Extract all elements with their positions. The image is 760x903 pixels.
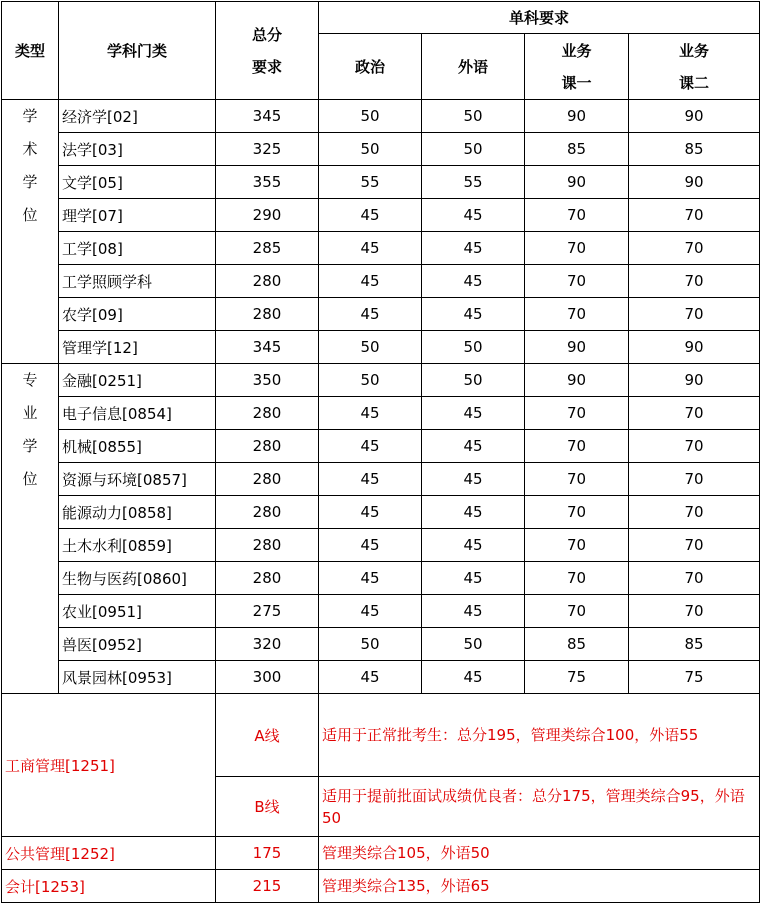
language-score-cell: 45 (422, 463, 525, 496)
course2-score-cell: 85 (629, 628, 760, 661)
course1-score-cell: 70 (525, 430, 629, 463)
course2-score-cell: 70 (629, 397, 760, 430)
table-row (2, 496, 760, 529)
table-row (2, 529, 760, 562)
mpacc-note: 管理类综合135，外语65 (319, 870, 760, 903)
subject-cell: 理学[07] (59, 199, 216, 232)
course2-score-cell: 70 (629, 595, 760, 628)
table-row (2, 100, 760, 133)
subject-cell: 能源动力[0858] (59, 496, 216, 529)
course1-score-cell: 75 (525, 661, 629, 694)
course2-score-cell: 70 (629, 199, 760, 232)
total-score-cell: 345 (216, 100, 319, 133)
professional-degree-label (2, 364, 59, 694)
table-row (2, 397, 760, 430)
professional-degree-char: 学 (22, 437, 38, 455)
header-subject: 学科门类 (59, 2, 216, 100)
subject-cell: 土木水利[0859] (59, 529, 216, 562)
total-score-cell: 290 (216, 199, 319, 232)
language-score-cell: 45 (422, 232, 525, 265)
total-score-cell: 285 (216, 232, 319, 265)
subject-cell: 资源与环境[0857] (59, 463, 216, 496)
subject-cell: 机械[0855] (59, 430, 216, 463)
language-score-cell: 45 (422, 265, 525, 298)
table-row (2, 331, 760, 364)
course1-score-cell: 90 (525, 331, 629, 364)
academic-degree-char: 术 (22, 140, 38, 158)
table-row (2, 265, 760, 298)
table-row (2, 298, 760, 331)
total-score-cell: 280 (216, 463, 319, 496)
mpa-total: 175 (216, 837, 319, 870)
language-score-cell: 45 (422, 661, 525, 694)
politics-score-cell: 45 (319, 232, 422, 265)
total-score-cell: 350 (216, 364, 319, 397)
table-row (2, 463, 760, 496)
professional-degree-char: 位 (22, 470, 38, 488)
course2-score-cell: 70 (629, 232, 760, 265)
course1-score-cell: 70 (525, 463, 629, 496)
politics-score-cell: 45 (319, 529, 422, 562)
course2-score-cell: 70 (629, 562, 760, 595)
subject-cell: 工学[08] (59, 232, 216, 265)
language-score-cell: 45 (422, 199, 525, 232)
header-politics: 政治 (319, 34, 422, 100)
total-score-cell: 345 (216, 331, 319, 364)
professional-degree-char: 业 (22, 404, 38, 422)
politics-score-cell: 45 (319, 661, 422, 694)
total-score-cell: 280 (216, 430, 319, 463)
course1-score-cell: 90 (525, 166, 629, 199)
header-total (216, 2, 319, 100)
language-score-cell: 50 (422, 331, 525, 364)
course1-score-cell: 70 (525, 265, 629, 298)
table-row (2, 166, 760, 199)
mpacc-subject: 会计[1253] (2, 870, 216, 903)
header-total-line2: 要求 (251, 57, 282, 76)
course2-score-cell: 75 (629, 661, 760, 694)
academic-degree-char: 位 (22, 206, 38, 224)
total-score-cell: 300 (216, 661, 319, 694)
language-score-cell: 55 (422, 166, 525, 199)
total-score-cell: 280 (216, 562, 319, 595)
language-score-cell: 45 (422, 562, 525, 595)
header-course1-line1: 业务 (561, 41, 592, 60)
language-score-cell: 50 (422, 364, 525, 397)
politics-score-cell: 45 (319, 199, 422, 232)
language-score-cell: 50 (422, 133, 525, 166)
mba-a-line: A线 (216, 694, 319, 777)
course2-score-cell: 70 (629, 430, 760, 463)
course1-score-cell: 70 (525, 232, 629, 265)
header-course1 (525, 34, 629, 100)
language-score-cell: 50 (422, 628, 525, 661)
politics-score-cell: 45 (319, 397, 422, 430)
politics-score-cell: 45 (319, 298, 422, 331)
total-score-cell: 280 (216, 298, 319, 331)
table-row (2, 199, 760, 232)
header-course2 (629, 34, 760, 100)
total-score-cell: 280 (216, 529, 319, 562)
course1-score-cell: 70 (525, 562, 629, 595)
professional-degree-char: 专 (22, 371, 38, 389)
academic-degree-label (2, 100, 59, 364)
total-score-cell: 320 (216, 628, 319, 661)
table-row (2, 628, 760, 661)
subject-cell: 农学[09] (59, 298, 216, 331)
header-single: 单科要求 (319, 2, 760, 34)
politics-score-cell: 50 (319, 331, 422, 364)
politics-score-cell: 45 (319, 430, 422, 463)
language-score-cell: 45 (422, 529, 525, 562)
total-score-cell: 275 (216, 595, 319, 628)
course1-score-cell: 70 (525, 595, 629, 628)
course1-score-cell: 90 (525, 100, 629, 133)
course1-score-cell: 85 (525, 133, 629, 166)
course1-score-cell: 70 (525, 496, 629, 529)
politics-score-cell: 45 (319, 496, 422, 529)
politics-score-cell: 45 (319, 562, 422, 595)
subject-cell: 管理学[12] (59, 331, 216, 364)
course1-score-cell: 70 (525, 298, 629, 331)
subject-cell: 法学[03] (59, 133, 216, 166)
course2-score-cell: 85 (629, 133, 760, 166)
course2-score-cell: 90 (629, 100, 760, 133)
header-type: 类型 (2, 2, 59, 100)
mpa-note: 管理类综合105，外语50 (319, 837, 760, 870)
table-row (2, 133, 760, 166)
total-score-cell: 280 (216, 397, 319, 430)
table-row (2, 232, 760, 265)
total-score-cell: 280 (216, 496, 319, 529)
table-row (2, 562, 760, 595)
header-course1-line2: 课一 (561, 73, 592, 92)
header-language: 外语 (422, 34, 525, 100)
total-score-cell: 325 (216, 133, 319, 166)
course2-score-cell: 70 (629, 265, 760, 298)
subject-cell: 农业[0951] (59, 595, 216, 628)
header-total-line1: 总分 (251, 25, 282, 44)
mba-a-note: 适用于正常批考生：总分195，管理类综合100，外语55 (319, 694, 760, 777)
language-score-cell: 45 (422, 496, 525, 529)
language-score-cell: 50 (422, 100, 525, 133)
table-row (2, 870, 760, 903)
subject-cell: 生物与医药[0860] (59, 562, 216, 595)
language-score-cell: 45 (422, 298, 525, 331)
language-score-cell: 45 (422, 397, 525, 430)
table-row (2, 595, 760, 628)
mba-subject: 工商管理[1251] (2, 694, 216, 837)
academic-degree-char: 学 (22, 107, 38, 125)
subject-cell: 文学[05] (59, 166, 216, 199)
course2-score-cell: 90 (629, 364, 760, 397)
subject-cell: 金融[0251] (59, 364, 216, 397)
course2-score-cell: 90 (629, 166, 760, 199)
politics-score-cell: 50 (319, 628, 422, 661)
total-score-cell: 355 (216, 166, 319, 199)
subject-cell: 兽医[0952] (59, 628, 216, 661)
politics-score-cell: 50 (319, 133, 422, 166)
course1-score-cell: 90 (525, 364, 629, 397)
subject-cell: 风景园林[0953] (59, 661, 216, 694)
course1-score-cell: 70 (525, 199, 629, 232)
mba-b-line: B线 (216, 777, 319, 837)
mpacc-total: 215 (216, 870, 319, 903)
table-row (2, 661, 760, 694)
header-course2-line2: 课二 (679, 73, 710, 92)
course1-score-cell: 70 (525, 529, 629, 562)
subject-cell: 经济学[02] (59, 100, 216, 133)
course2-score-cell: 70 (629, 298, 760, 331)
language-score-cell: 45 (422, 595, 525, 628)
subject-cell: 电子信息[0854] (59, 397, 216, 430)
language-score-cell: 45 (422, 430, 525, 463)
politics-score-cell: 45 (319, 463, 422, 496)
table-row (2, 364, 760, 397)
mba-b-note: 适用于提前批面试成绩优良者：总分175，管理类综合95，外语50 (319, 777, 760, 837)
politics-score-cell: 50 (319, 100, 422, 133)
header-course2-line1: 业务 (679, 41, 710, 60)
course2-score-cell: 70 (629, 529, 760, 562)
course2-score-cell: 90 (629, 331, 760, 364)
table-row (2, 430, 760, 463)
course2-score-cell: 70 (629, 463, 760, 496)
subject-cell: 工学照顾学科 (59, 265, 216, 298)
course1-score-cell: 85 (525, 628, 629, 661)
politics-score-cell: 45 (319, 595, 422, 628)
table-row (2, 837, 760, 870)
course1-score-cell: 70 (525, 397, 629, 430)
politics-score-cell: 50 (319, 364, 422, 397)
mpa-subject: 公共管理[1252] (2, 837, 216, 870)
politics-score-cell: 55 (319, 166, 422, 199)
total-score-cell: 280 (216, 265, 319, 298)
politics-score-cell: 45 (319, 265, 422, 298)
academic-degree-char: 学 (22, 173, 38, 191)
admission-score-table (1, 1, 760, 903)
course2-score-cell: 70 (629, 496, 760, 529)
